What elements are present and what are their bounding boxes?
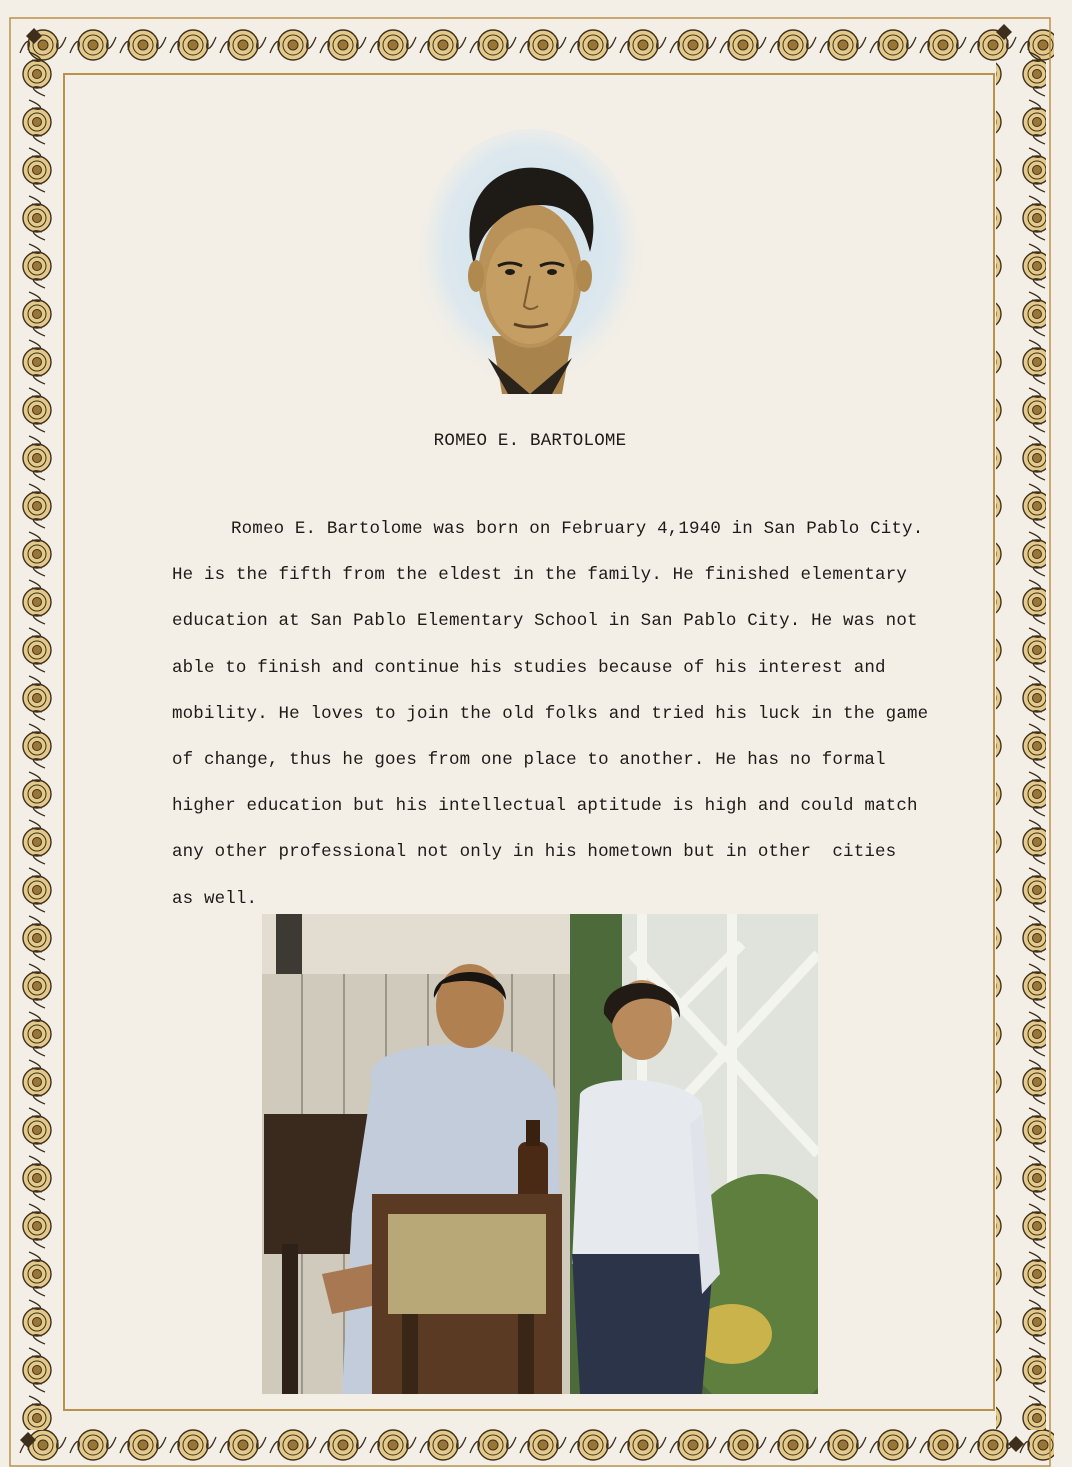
biography-line: education at San Pablo Elementary School in San Pablo City. He was not [172,611,918,632]
subject-name: ROMEO E. BARTOLOME [433,431,627,451]
biography-line: He is the fifth from the eldest in the family. He finished elementary [172,565,907,586]
portrait-photo [412,126,648,396]
biography-line: any other professional not only in his hometown but in other cities [172,842,897,863]
biography-line: higher education but his intellectual aptitude is high and could match [172,796,918,817]
biography-line: of change, thus he goes from one place to another. He has no formal [172,750,886,771]
biography-line: able to finish and continue his studies because of his interest and [172,657,886,678]
biography-paragraph [172,506,962,922]
biography-line: as well. [172,888,258,909]
couple-photo [262,914,818,1394]
biography-line: Romeo E. Bartolome was born on February 4,1940 in San Pablo City. [231,519,924,539]
biography-line: mobility. He loves to join the old folks and tried his luck in the game [172,703,929,724]
